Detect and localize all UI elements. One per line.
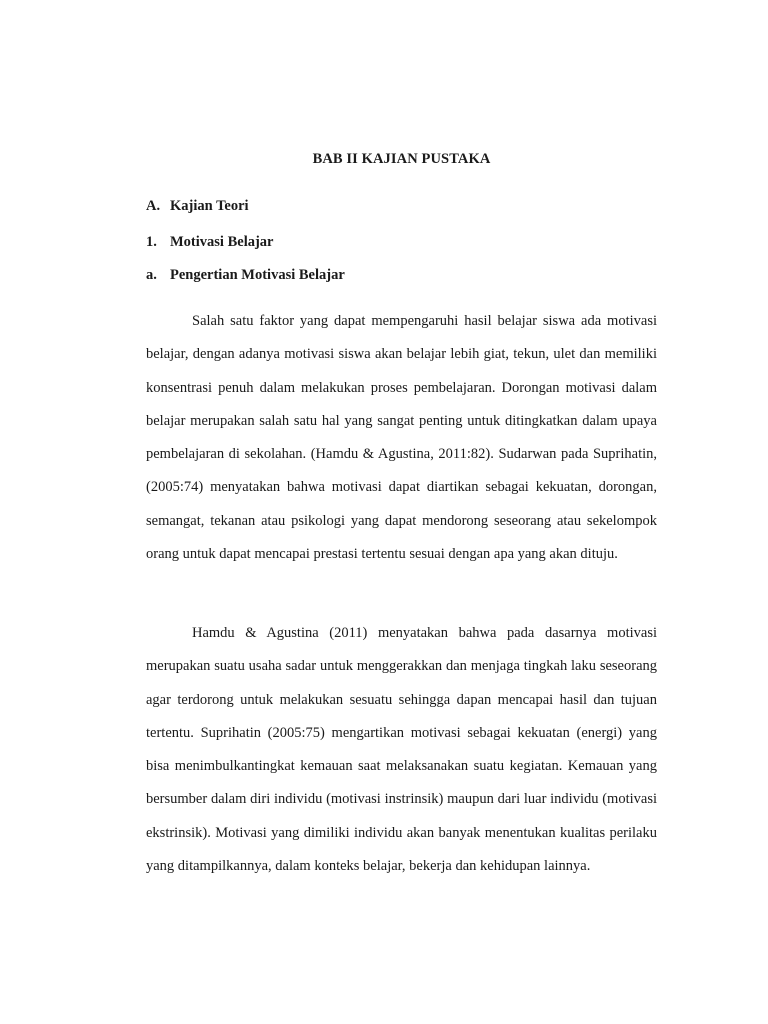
section-heading-kajian-teori bbox=[146, 198, 249, 215]
section-label: Kajian Teori bbox=[170, 198, 249, 214]
subsubsection-label: Pengertian Motivasi Belajar bbox=[170, 267, 345, 283]
body-paragraph-1: Salah satu faktor yang dapat mempengaruhi hasil belajar siswa ada motivasi belajar, dengan adanya motivasi siswa akan belajar lebih giat, tekun, ulet dan memiliki konsentrasi penuh dalam melakukan proses pembelajaran. Dorongan motivasi dalam belajar merupakan salah satu hal yang sangat penting untuk ditingkatkan dalam upaya pembelajaran di sekolahan. (Hamdu & Agustina, 2011:82). Sudarwan pada Suprihatin, (2005:74) menyatakan bahwa motivasi dapat diartikan sebagai kekuatan, dorongan, semangat, tekanan atau psikologi yang dapat mendorong seseorang atau sekelompok orang untuk dapat mencapai prestasi tertentu sesuai dengan apa yang akan dituju. bbox=[146, 313, 657, 563]
subsubsection-marker: a. bbox=[146, 267, 157, 283]
subsubsection-heading-pengertian bbox=[146, 267, 345, 284]
body-paragraph-2: Hamdu & Agustina (2011) menyatakan bahwa pada dasarnya motivasi merupakan suatu usaha sadar untuk menggerakkan dan menjaga tingkah laku seseorang agar terdorong untuk melakukan sesuatu sehingga dapan mencapai hasil dan tujuan tertentu. Suprihatin (2005:75) mengartikan motivasi sebagai kekuatan (energi) yang bisa menimbulkantingkat kemauan saat melaksanakan suatu kegiatan. Kemauan yang bersumber dalam diri individu (motivasi instrinsik) maupun dari luar individu (motivasi ekstrinsik). Motivasi yang dimiliki individu akan banyak menentukan kualitas perilaku yang ditampilkannya, dalam konteks belajar, bekerja dan kehidupan lainnya. bbox=[146, 625, 657, 875]
chapter-title: BAB II KAJIAN PUSTAKA bbox=[312, 151, 491, 167]
section-marker: A. bbox=[146, 198, 161, 214]
subsection-heading-motivasi-belajar bbox=[146, 234, 274, 251]
subsection-label: Motivasi Belajar bbox=[170, 234, 274, 250]
subsection-marker: 1. bbox=[146, 234, 157, 250]
